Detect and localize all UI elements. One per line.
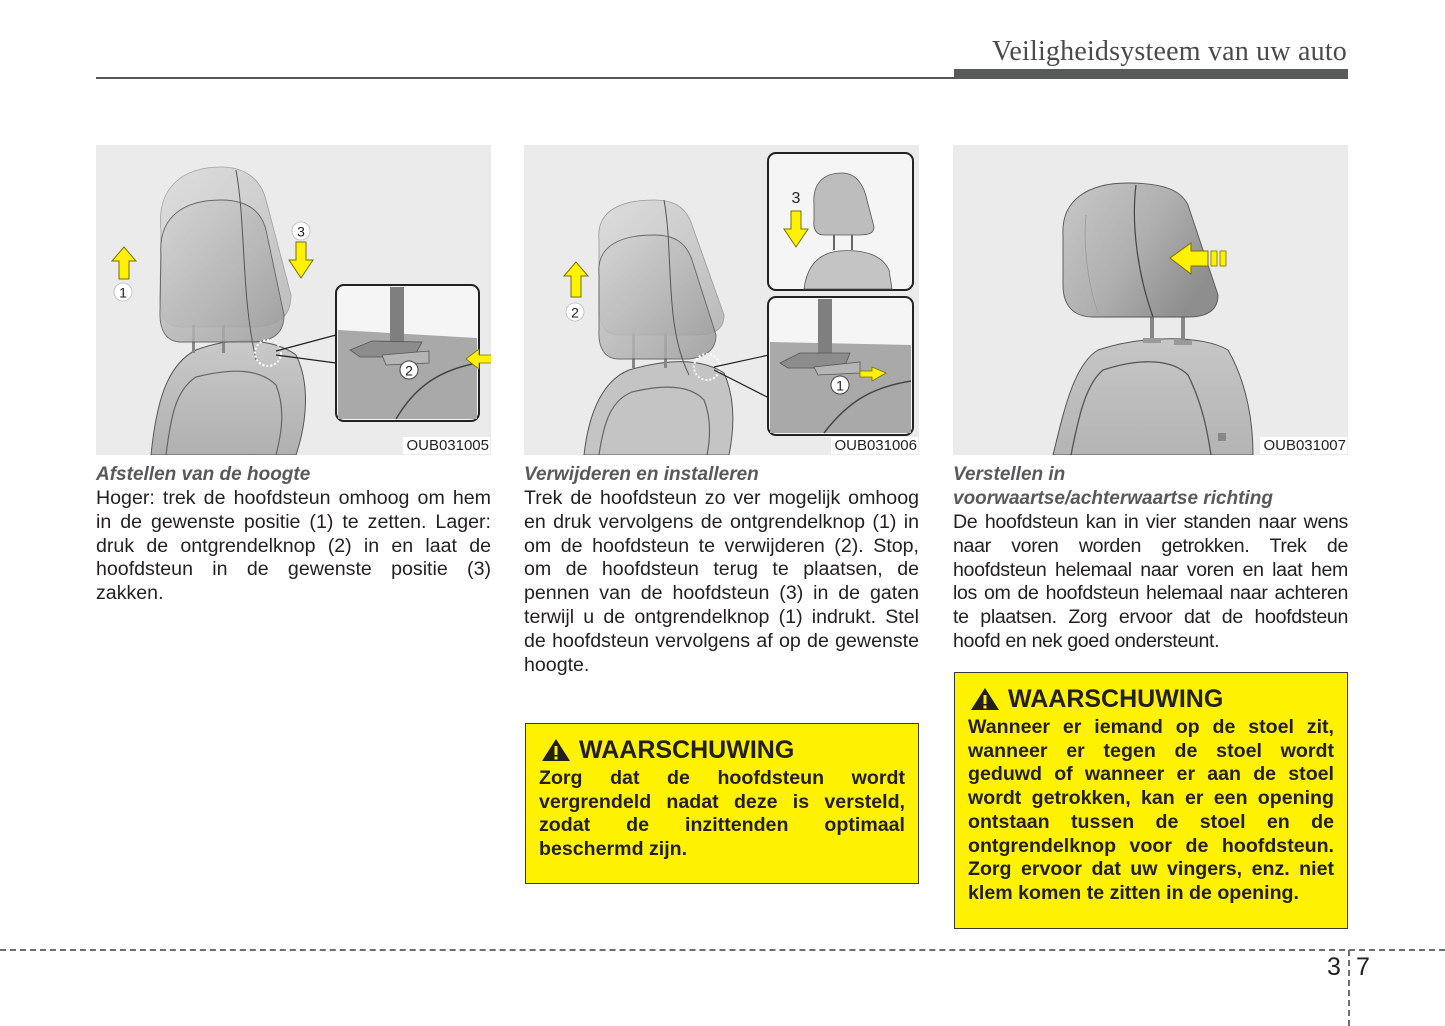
svg-text:3: 3 xyxy=(791,190,801,207)
warning-heading: WAARSCHUWING xyxy=(1008,685,1224,713)
arrow-up-icon xyxy=(564,262,588,297)
warning-text: Wanneer er iemand op de stoel zit, wanneer er tegen de stoel wordt geduwd of wanneer er aan de stoel wordt getrokken, kan er een opening ontstaan tussen de stoel en de ontgrendelknop voor de hoofdsteun. Zorg ervoor dat uw vingers, enz. niet klem komen te zitten in de opening. xyxy=(968,716,1334,904)
headrest-tilt-illustration xyxy=(953,145,1348,455)
warning-heading: WAARSCHUWING xyxy=(579,736,795,764)
figure-forward-backward xyxy=(953,145,1348,455)
warning-triangle-icon xyxy=(541,738,571,762)
running-header-title: Veiligheidsysteem van uw auto xyxy=(992,36,1347,67)
figure-height-adjust xyxy=(96,145,491,455)
warning-box xyxy=(525,723,919,884)
warning-triangle-icon xyxy=(970,687,1000,711)
figure-remove-install xyxy=(524,145,919,455)
page-number: 7 xyxy=(1356,953,1370,981)
section-body: Hoger: trek de hoofdsteun omhoog om hem in de gewenste positie (1) te zetten. Lager: druk de ontgrendelknop (2) in en laat de hoofdsteun in de gewenste positie (3) zakken. xyxy=(96,487,491,605)
figure-code: OUB031007 xyxy=(1260,437,1347,454)
footer-vertical-divider xyxy=(1348,950,1350,1026)
svg-text:1: 1 xyxy=(836,377,844,394)
svg-text:2: 2 xyxy=(405,362,413,379)
figure-code: OUB031006 xyxy=(831,437,918,454)
section-title-line-1: Verstellen in xyxy=(953,464,1066,485)
headrest-height-illustration xyxy=(96,145,491,455)
section-title xyxy=(953,463,1348,511)
section-title: Afstellen van de hoogte xyxy=(96,464,311,485)
svg-text:2: 2 xyxy=(571,304,579,321)
figure-code: OUB031005 xyxy=(403,437,490,454)
column-forward-backward xyxy=(953,145,1348,654)
warning-box xyxy=(954,672,1348,929)
section-title-line-2: voorwaartse/achterwaartse richting xyxy=(953,488,1273,509)
header-bar xyxy=(954,69,1348,79)
footer-dashed-rule xyxy=(0,949,1445,951)
arrow-down-icon xyxy=(289,242,313,278)
headrest-removal-illustration xyxy=(524,145,919,455)
warning-text: Zorg dat de hoofdsteun wordt vergrendeld nadat deze is versteld, zodat de inzittenden optimaal beschermd zijn. xyxy=(539,767,905,861)
column-height-adjust xyxy=(96,145,491,606)
svg-text:1: 1 xyxy=(119,284,127,301)
section-body: Trek de hoofdsteun zo ver mogelijk omhoog en druk vervolgens de ontgrendelknop (1) in om de hoofdsteun te verwijderen (2). Stop, om de hoofdsteun terug te plaatsen, de pennen van de hoofdsteun (3) in de gaten terwijl u de ontgrendelknop (1) indrukt. Stel de hoofdsteun vervolgens af op de gewenste hoogte. xyxy=(524,487,919,676)
column-remove-install xyxy=(524,145,919,677)
section-title: Verwijderen en installeren xyxy=(524,464,759,485)
svg-text:3: 3 xyxy=(297,223,305,240)
arrow-up-icon xyxy=(112,247,136,279)
chapter-number: 3 xyxy=(1327,953,1341,981)
section-body: De hoofdsteun kan in vier standen naar wens naar voren worden getrokken. Trek de hoofdsteun helemaal naar voren en laat hem los om de hoofdsteun helemaal naar achteren te plaatsen. Zorg ervoor dat de hoofdsteun hoofd en nek goed ondersteunt. xyxy=(953,511,1348,652)
